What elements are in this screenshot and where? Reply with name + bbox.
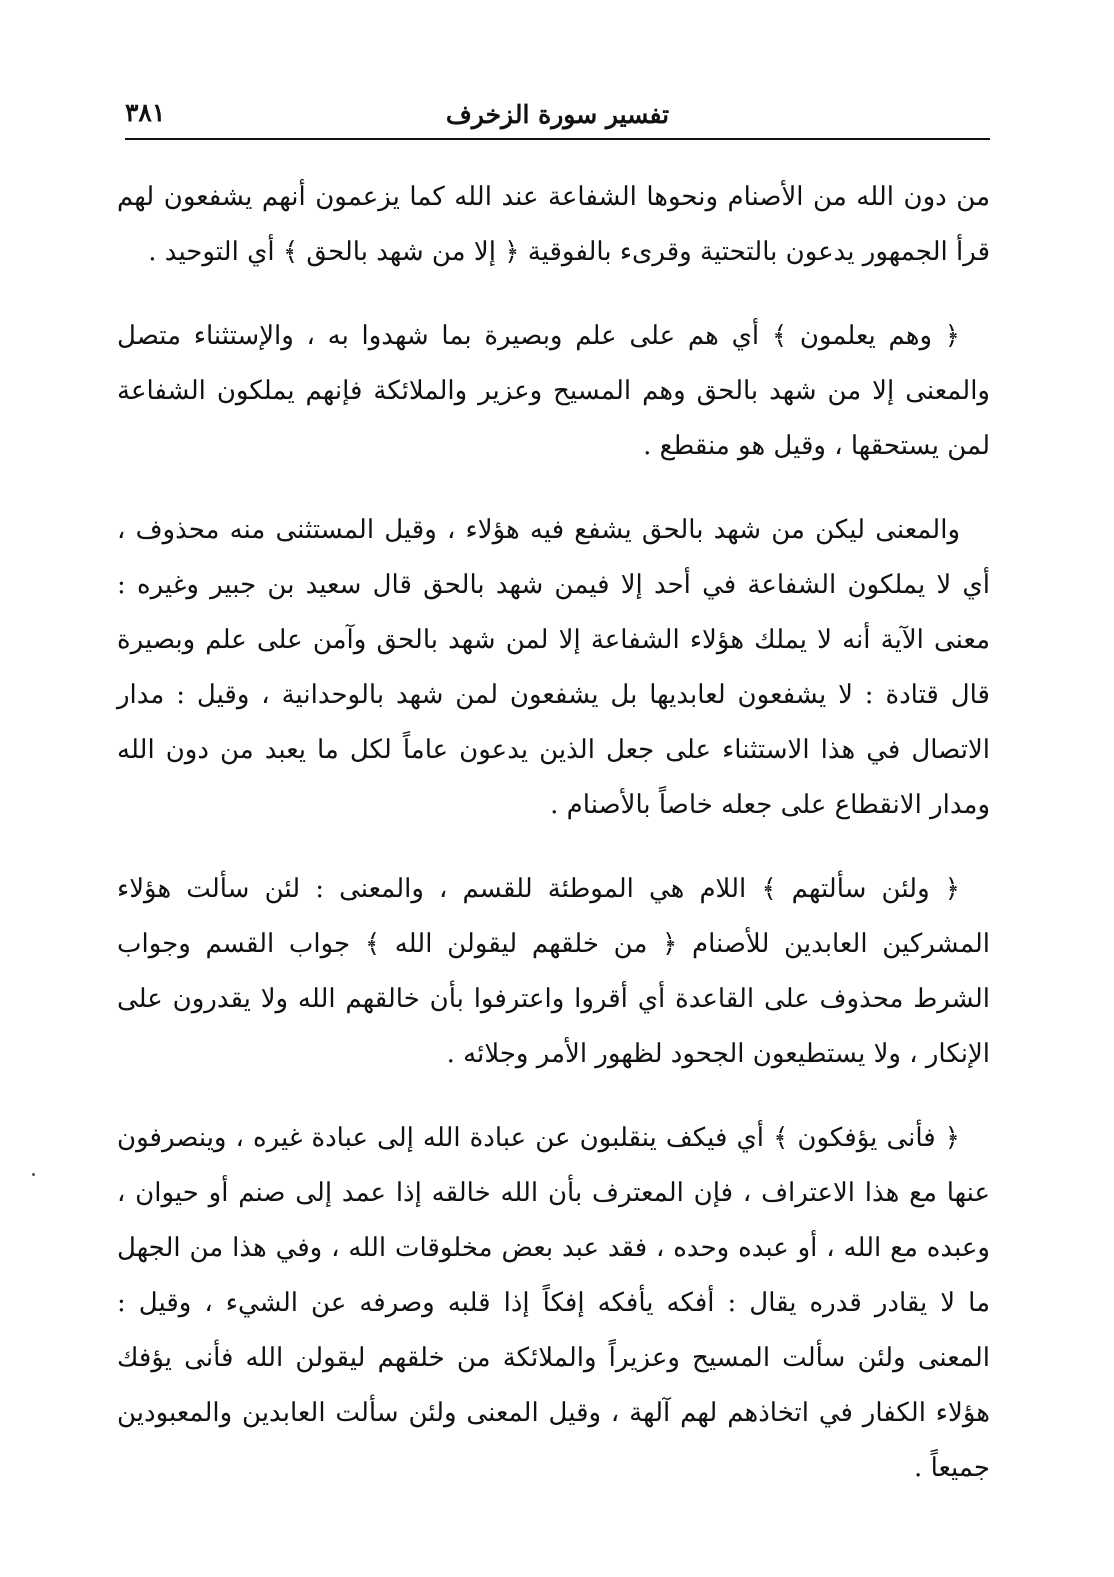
running-title: تفسير سورة الزخرف bbox=[445, 100, 670, 129]
scan-speck bbox=[32, 1173, 35, 1176]
paragraph-verse-faanna-yufakun: ﴿ فأنى يؤفكون ﴾ أي فيكف ينقلبون عن عبادة الله إلى عبادة غيره ، وينصرفون عنها مع هذا الاعتراف ، فإن المعترف بأن الله خالقه إذا عمد إلى صنم أو حيوان ، وعبده مع الله ، أو عبده وحده ، فقد عبد بعض مخلوقات الله ، وفي هذا من الجهل ما لا يقادر قدره يقال : أفكه يأفكه إفكاً إذا قلبه وصرفه عن الشيء ، وقيل : المعنى ولئن سألت المسيح وعزيراً والملائكة من خلقهم ليقولن الله فأنى يؤفك هؤلاء الكفار في اتخاذهم لهم آلهة ، وقيل المعنى ولئن سألت العابدين والمعبودين جميعاً . bbox=[117, 1123, 990, 1483]
paragraph-verse-walain-saaltahum: ﴿ ولئن سألتهم ﴾ اللام هي الموطئة للقسم ، والمعنى : لئن سألت هؤلاء المشركين العابدين للأصنام ﴿ من خلقهم ليقولن الله ﴾ جواب القسم وجواب الشرط محذوف على القاعدة أي أقروا واعترفوا بأن خالقهم الله ولا يقدرون على الإنكار ، ولا يستطيعون الجحود لظهور الأمر وجلائه . bbox=[117, 874, 990, 1069]
page-header bbox=[125, 96, 990, 140]
page-number: ٣٨١ bbox=[125, 98, 166, 127]
paragraph-meaning: والمعنى ليكن من شهد بالحق يشفع فيه هؤلاء ، وقيل المستثنى منه محذوف ، أي لا يملكون الشفاعة في أحد إلا فيمن شهد بالحق قال سعيد بن جبير وغيره : معنى الآية أنه لا يملك هؤلاء الشفاعة إلا لمن شهد بالحق وآمن على علم وبصيرة قال قتادة : لا يشفعون لعابديها بل يشفعون لمن شهد بالوحدانية ، وقيل : مدار الاتصال في هذا الاستثناء على جعل الذين يدعون عاماً لكل ما يعبد من دون الله ومدار الانقطاع على جعله خاصاً بالأصنام . bbox=[117, 515, 990, 820]
paragraph-verse-wahum-yalamun: ﴿ وهم يعلمون ﴾ أي هم على علم وبصيرة بما شهدوا به ، والإستثناء متصل والمعنى إلا من شهد بالحق وهم المسيح وعزير والملائكة فإنهم يملكون الشفاعة لمن يستحقها ، وقيل هو منقطع . bbox=[117, 321, 990, 461]
paragraph-continuation: من دون الله من الأصنام ونحوها الشفاعة عند الله كما يزعمون أنهم يشفعون لهم قرأ الجمهور يدعون بالتحتية وقرىء بالفوقية ﴿ إلا من شهد بالحق ﴾ أي التوحيد . bbox=[117, 182, 990, 267]
page-body bbox=[117, 170, 990, 1496]
